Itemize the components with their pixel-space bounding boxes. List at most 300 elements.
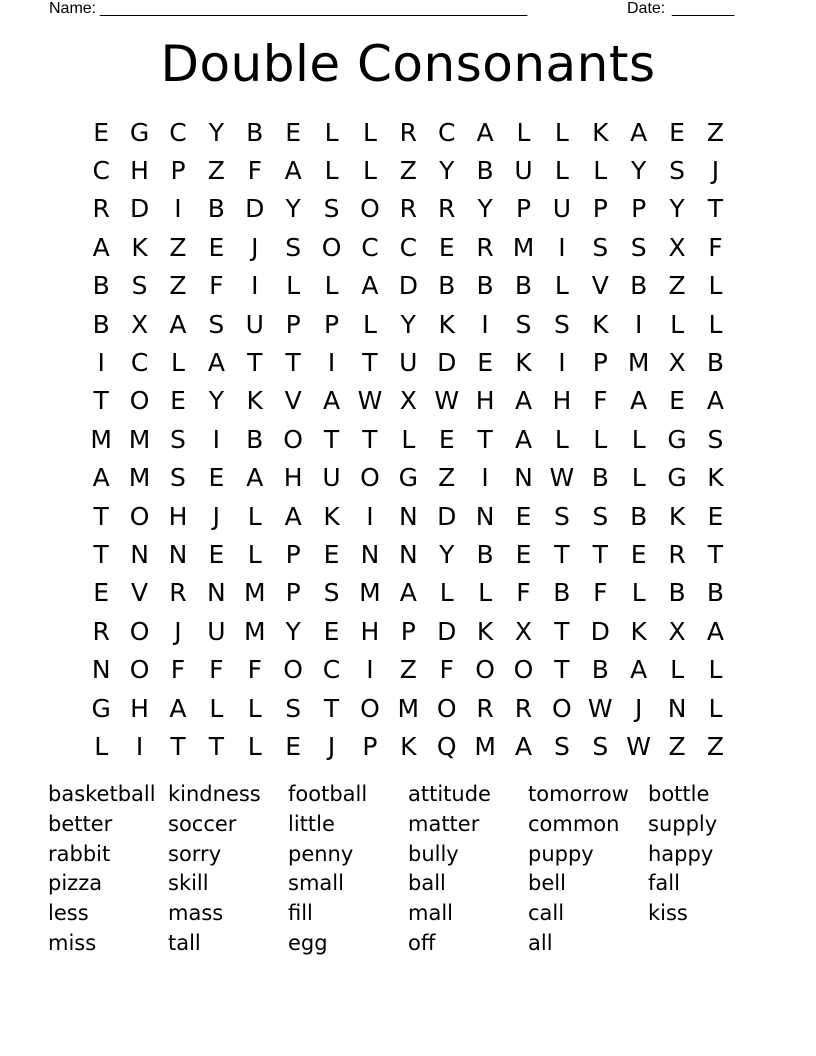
grid-cell: X [668,616,686,646]
grid-cell: N [207,578,226,608]
grid-cell: M [397,693,420,723]
grid-cell: M [243,578,266,608]
grid-cell: L [324,156,339,186]
grid-cell: E [323,616,340,646]
grid-cell: H [552,386,572,416]
grid-cell: Y [208,117,224,147]
grid-cell: S [323,194,340,224]
grid-cell: T [554,539,570,569]
grid-cell: A [630,386,648,416]
grid-cell: F [593,578,608,608]
grid-cell: L [209,693,224,723]
grid-cell: E [669,386,685,416]
grid-cell: X [514,616,533,646]
grid-cell: A [361,271,379,301]
grid-cell: R [438,194,456,224]
grid-cell: F [209,271,224,301]
grid-cell: I [558,232,566,262]
grid-cell: K [592,117,609,147]
grid-cell: M [474,731,496,761]
grid-cell: L [708,271,723,301]
word-list-item: fill [288,901,313,926]
word-list-item: tall [168,930,201,955]
grid-cell: C [169,117,187,147]
grid-cell: F [209,655,224,685]
grid-cell: D [398,271,418,301]
grid-cell: L [171,348,185,378]
grid-cell: M [90,424,112,454]
grid-cell: P [592,348,608,378]
grid-cell: T [362,424,378,454]
grid-cell: S [553,309,570,339]
grid-cell: L [670,655,685,685]
grid-cell: K [400,731,417,761]
word-search-grid [82,113,735,766]
grid-cell: N [168,539,188,569]
grid-cell: R [92,194,110,224]
grid-cell: L [708,309,723,339]
grid-cell: R [399,117,417,147]
grid-cell: O [321,232,342,262]
grid-cell: L [247,731,262,761]
grid-cell: E [323,539,340,569]
grid-cell: L [478,578,493,608]
word-list-item: tomorrow [528,782,629,806]
grid-cell: E [707,501,724,531]
grid-cell: Z [668,271,686,301]
grid-cell: N [91,655,111,685]
grid-cell: G [667,424,687,454]
grid-cell: E [477,348,493,378]
grid-cell: I [174,194,182,224]
grid-cell: Z [706,117,725,147]
grid-cell: M [627,348,650,378]
grid-cell: N [360,539,380,569]
grid-cell: E [93,117,110,147]
grid-cell: C [399,232,418,262]
grid-cell: S [285,693,302,723]
grid-cell: B [92,271,110,301]
grid-cell: R [169,578,187,608]
grid-cell: P [515,194,532,224]
date-label: Date: [627,0,666,17]
grid-cell: I [366,501,374,531]
grid-cell: Z [438,463,456,493]
grid-cell: T [362,348,378,378]
grid-cell: E [438,232,455,262]
grid-cell: B [706,348,725,378]
grid-cell: A [514,424,533,454]
grid-cell: B [207,194,225,224]
grid-cell: T [592,539,608,569]
grid-cell: B [514,271,533,301]
word-list-item: bottle [648,782,710,806]
grid-cell: I [481,309,489,339]
word-list-item: pizza [48,871,103,896]
grid-cell: E [170,386,186,416]
grid-cell: I [251,271,259,301]
grid-cell: L [362,309,377,339]
grid-cell: Y [439,156,455,186]
grid-cell: L [362,156,377,186]
grid-cell: B [668,578,686,608]
grid-cell: C [361,232,379,262]
grid-cell: U [399,348,418,378]
grid-cell: R [668,539,686,569]
grid-cell: X [668,232,686,262]
date-field[interactable]: _______ [672,0,735,17]
grid-cell: T [554,655,570,685]
grid-cell: S [285,232,302,262]
grid-cell: Z [399,156,417,186]
grid-cell: E [208,539,225,569]
word-list-item: happy [648,841,714,866]
grid-cell: R [476,232,494,262]
grid-cell: A [514,731,533,761]
word-list-item: skill [168,871,209,896]
name-field[interactable]: ________________________________________________ [100,0,528,17]
grid-cell: J [327,731,336,761]
word-list-item: off [408,930,436,955]
grid-cell: Q [436,731,457,761]
header [0,0,816,20]
grid-cell: A [706,616,724,646]
grid-cell: T [323,693,340,723]
grid-cell: L [516,117,531,147]
grid-cell: L [708,693,723,723]
grid-cell: H [168,501,188,531]
grid-cell: U [514,156,533,186]
grid-cell: C [322,655,341,685]
grid-cell: E [515,539,532,569]
grid-cell: S [515,309,532,339]
grid-cell: T [93,501,109,531]
grid-cell: G [667,463,687,493]
grid-cell: L [324,271,339,301]
grid-cell: I [212,424,221,454]
grid-cell: S [592,501,609,531]
grid-cell: N [514,463,533,493]
grid-cell: B [246,117,264,147]
grid-cell: Z [399,655,417,685]
grid-cell: A [476,117,494,147]
grid-cell: H [130,156,149,186]
word-list-item: bell [528,871,566,896]
grid-cell: N [398,539,418,569]
grid-cell: W [587,693,613,723]
grid-cell: B [630,501,648,531]
grid-cell: A [706,386,724,416]
grid-cell: A [207,348,225,378]
grid-cell: V [591,271,609,301]
grid-cell: N [667,693,687,723]
grid-cell: K [707,463,724,493]
word-list-item: fall [648,871,680,896]
grid-cell: Y [285,616,301,646]
grid-cell: R [514,693,533,723]
grid-cell: P [592,194,608,224]
grid-cell: T [170,731,186,761]
grid-cell: T [247,348,263,378]
grid-cell: Y [208,386,224,416]
grid-cell: K [438,309,455,339]
grid-cell: Z [207,156,225,186]
grid-cell: H [283,463,303,493]
grid-cell: O [129,386,150,416]
grid-cell: F [247,655,262,685]
grid-cell: B [706,578,725,608]
grid-cell: W [626,731,652,761]
grid-cell: A [322,386,341,416]
grid-cell: B [438,271,456,301]
grid-cell: B [476,539,494,569]
grid-cell: K [592,309,609,339]
grid-cell: K [323,501,340,531]
grid-cell: Y [400,309,416,339]
grid-cell: S [553,501,570,531]
word-list-item: sorry [168,841,222,866]
grid-cell: B [476,271,494,301]
word-list-item: common [528,811,620,836]
grid-cell: M [359,578,381,608]
grid-cell: A [284,156,302,186]
grid-cell: P [285,539,301,569]
grid-cell: Z [706,731,725,761]
grid-cell: P [285,309,301,339]
grid-cell: X [131,309,149,339]
grid-cell: T [554,616,570,646]
grid-cell: J [212,501,221,531]
grid-cell: I [135,731,144,761]
word-list-item: kindness [168,782,261,806]
grid-cell: S [323,578,340,608]
word-list-item: football [288,782,368,806]
grid-cell: H [360,616,380,646]
grid-cell: D [245,194,265,224]
grid-cell: N [475,501,495,531]
grid-cell: L [286,271,301,301]
grid-cell: L [554,271,569,301]
grid-cell: Z [169,232,187,262]
grid-cell: O [129,616,150,646]
grid-cell: K [131,232,148,262]
grid-cell: C [437,117,456,147]
grid-cell: E [630,539,647,569]
grid-cell: H [475,386,495,416]
grid-cell: S [630,232,647,262]
grid-cell: T [93,386,109,416]
grid-cell: O [360,693,380,723]
grid-cell: R [476,693,494,723]
grid-cell: L [554,424,569,454]
grid-cell: W [434,386,460,416]
word-list-item: puppy [528,841,594,866]
word-list-item: soccer [168,811,237,836]
grid-cell: T [285,348,301,378]
grid-cell: P [324,309,340,339]
grid-cell: T [93,539,109,569]
grid-cell: A [92,463,110,493]
grid-cell: O [475,655,495,685]
grid-cell: B [476,156,494,186]
grid-cell: U [245,309,264,339]
word-list [48,780,778,959]
page-title: Double Consonants [160,35,656,93]
grid-cell: D [437,501,457,531]
grid-cell: K [515,348,532,378]
word-list-item: call [528,901,565,926]
grid-cell: F [593,386,608,416]
grid-cell: E [515,501,532,531]
word-list-item: supply [648,811,718,836]
grid-cell: T [707,194,724,224]
word-list-item: attitude [408,782,491,806]
grid-cell: A [246,463,264,493]
word-list-item: penny [288,841,354,866]
word-list-item: less [48,901,89,926]
grid-cell: L [439,578,454,608]
grid-cell: A [92,232,110,262]
grid-cell: Y [439,539,455,569]
grid-cell: F [516,578,531,608]
grid-cell: E [285,731,302,761]
word-list-item: miss [48,930,97,955]
grid-cell: A [630,655,648,685]
grid-cell: B [630,271,648,301]
grid-cell: U [552,194,572,224]
word-list-item: better [48,811,113,836]
grid-cell: P [285,578,301,608]
grid-cell: S [208,309,225,339]
grid-cell: L [554,117,569,147]
grid-cell: U [322,463,341,493]
grid-cell: T [707,539,724,569]
grid-cell: E [669,117,685,147]
grid-cell: C [130,348,149,378]
grid-cell: Y [631,156,647,186]
grid-cell: J [711,156,720,186]
grid-cell: J [634,693,643,723]
grid-cell: E [438,424,455,454]
grid-cell: B [591,463,609,493]
grid-cell: O [436,693,457,723]
grid-cell: L [401,424,416,454]
grid-cell: E [208,232,225,262]
grid-cell: E [93,578,110,608]
grid-cell: G [91,693,111,723]
grid-cell: A [630,117,648,147]
grid-cell: D [129,194,150,224]
grid-cell: M [512,232,535,262]
grid-cell: L [593,424,608,454]
grid-cell: S [707,424,724,454]
grid-cell: Z [169,271,187,301]
grid-cell: Y [285,194,301,224]
word-list-item: rabbit [48,841,111,866]
grid-cell: Y [669,194,685,224]
grid-cell: S [592,232,609,262]
grid-cell: T [208,731,224,761]
grid-cell: I [327,348,336,378]
grid-cell: O [513,655,534,685]
grid-cell: G [398,463,418,493]
grid-cell: F [439,655,454,685]
grid-cell: F [247,156,262,186]
grid-cell: R [92,616,110,646]
grid-cell: V [284,386,302,416]
grid-cell: L [554,156,569,186]
word-list-item: matter [408,811,480,836]
word-list-item: all [528,930,553,955]
grid-cell: K [476,616,494,646]
grid-cell: P [170,156,186,186]
grid-cell: X [668,348,686,378]
word-list-item: mall [408,901,453,926]
grid-cell: K [630,616,647,646]
grid-cell: S [170,463,186,493]
word-list-item: basketball [48,782,156,806]
grid-cell: O [283,424,303,454]
grid-cell: H [130,693,149,723]
grid-cell: L [631,578,646,608]
grid-cell: F [708,232,723,262]
grid-cell: I [97,348,105,378]
grid-cell: O [552,693,572,723]
grid-cell: B [591,655,609,685]
grid-cell: U [207,616,226,646]
grid-cell: S [553,731,570,761]
grid-cell: R [399,194,417,224]
grid-cell: A [399,578,417,608]
grid-cell: M [243,616,266,646]
grid-cell: S [131,271,148,301]
word-list-item: bully [408,841,459,866]
grid-cell: L [94,731,109,761]
grid-cell: T [323,424,340,454]
grid-cell: A [169,693,187,723]
grid-cell: N [130,539,149,569]
grid-cell: S [592,731,609,761]
grid-cell: I [634,309,643,339]
grid-cell: O [283,655,303,685]
grid-cell: L [362,117,377,147]
name-label: Name: [49,0,97,17]
grid-cell: A [514,386,533,416]
grid-cell: A [284,501,302,531]
grid-cell: L [670,309,685,339]
grid-cell: K [668,501,686,531]
grid-cell: L [631,463,646,493]
grid-cell: I [366,655,374,685]
grid-cell: L [247,539,262,569]
word-list-item: ball [408,871,446,896]
grid-cell: T [477,424,493,454]
grid-cell: D [437,616,457,646]
grid-cell: L [324,117,339,147]
grid-cell: L [631,424,646,454]
word-list-item: little [288,811,335,836]
grid-cell: B [92,309,110,339]
grid-cell: Y [477,194,493,224]
grid-cell: L [247,693,262,723]
grid-cell: X [399,386,417,416]
grid-cell: D [437,348,457,378]
grid-cell: P [631,194,647,224]
grid-cell: B [553,578,571,608]
grid-cell: I [481,463,489,493]
grid-cell: S [170,424,186,454]
grid-cell: P [362,731,378,761]
